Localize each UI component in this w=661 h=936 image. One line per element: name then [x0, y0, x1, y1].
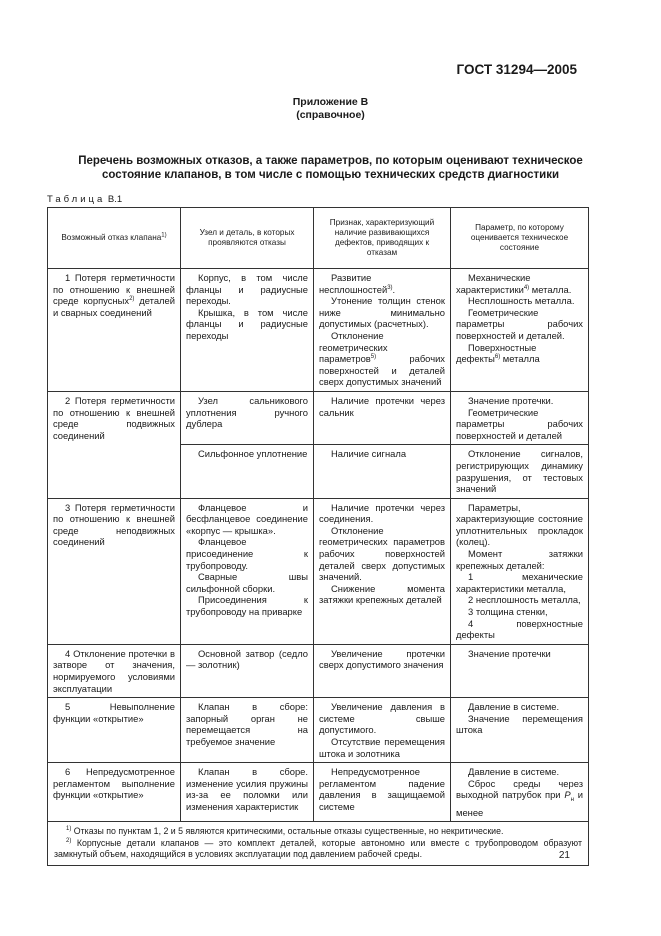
unit-cell: Фланцевое и бесфланцевое соединение «корпус — крышка». Фланцевое присоединение к трубопроводу. Сварные швы сильфонной сборки. Присоединения к трубопроводу на приварке [181, 498, 314, 644]
parameter-cell: Механические характеристики$^{4)}$ металла. Несплошность металла. Геометрические параметры рабочих поверхностей и деталей. Поверхностные дефекты$^{6)}$ металла [451, 269, 589, 392]
failure-cell: 1 Потеря герметичности по отношению к внешней среде корпусных$^{2)}$ деталей и сварных соединений [48, 269, 181, 392]
header-parameter: Параметр, по которому оценивается техническое состояние [451, 208, 589, 269]
table-notes-row [48, 822, 589, 866]
page-number: 21 [558, 850, 570, 861]
parameter-cell: Значение протечки [451, 644, 589, 697]
sign-cell: Развитие несплошностей$^{3)}$. Утонение толщин стенок ниже минимально допустимых (расчетных). Отклонение геометрических параметров$^{5)}$ рабочих поверхностей и деталей сверх допустимых значений [314, 269, 451, 392]
sign-cell: Увеличение давления в системе свыше допустимого. Отсутствие перемещения штока и золотника [314, 698, 451, 763]
page-title [60, 154, 601, 182]
table-row [48, 498, 589, 644]
parameter-cell: Параметры, характеризующие состояние уплотнительных прокладок (колец). Момент затяжки крепежных деталей: 1 механические характеристики металла, 2 несплошность металла, 3 толщина стенки, 4 поверхностные дефекты [451, 498, 589, 644]
unit-cell: Клапан в сборе: запорный орган не перемещается на требуемое значение [181, 698, 314, 763]
failures-table [47, 207, 589, 866]
unit-cell: Клапан в сборе. изменение усилия пружины из-за ее поломки или изменения характеристик [181, 763, 314, 822]
parameter-cell: Давление в системе. Сброс среды через выходной патрубок при $Р_н$ и менее [451, 763, 589, 822]
parameter-cell: Значение протечки. Геометрические параметры рабочих поверхностей и деталей [451, 391, 589, 444]
sign-cell: Наличие сигнала [314, 445, 451, 498]
header-failure: Возможный отказ клапана$^{1)}$ [48, 208, 181, 269]
sign-cell: Непредусмотренное регламентом падение давления в защищаемой системе [314, 763, 451, 822]
table-caption-number: В.1 [107, 194, 123, 205]
table-row [48, 698, 589, 763]
unit-cell: Корпус, в том числе фланцы и радиусные переходы. Крышка, в том числе фланцы и радиусные переходы [181, 269, 314, 392]
note-1: $^{1)}$ Отказы по пунктам 1, 2 и 5 являются критическими, остальные отказы существенные, но некритические. [66, 826, 504, 837]
unit-cell: Узел сальникового уплотнения ручного дублера [181, 391, 314, 444]
parameter-cell: Давление в системе. Значение перемещения штока [451, 698, 589, 763]
document-code: ГОСТ 31294—2005 [456, 62, 577, 77]
appendix-heading [0, 96, 661, 122]
table-header-row [48, 208, 589, 269]
header-unit: Узел и деталь, в которых проявляются отказы [181, 208, 314, 269]
table-notes [48, 822, 589, 866]
failure-cell: 5 Невыполнение функции «открытие» [48, 698, 181, 763]
failure-cell: 2 Потеря герметичности по отношению к внешней среде подвижных соединений [48, 391, 181, 498]
table-row [48, 644, 589, 697]
failure-cell: 3 Потеря герметичности по отношению к внешней среде неподвижных соединений [48, 498, 181, 644]
sign-cell: Наличие протечки через соединения. Отклонение геометрических параметров рабочих поверхностей деталей сверх допустимых значений. Снижение момента затяжки крепежных деталей [314, 498, 451, 644]
table-row [48, 269, 589, 392]
unit-cell: Основной затвор (седло — золотник) [181, 644, 314, 697]
unit-cell: Сильфонное уплотнение [181, 445, 314, 498]
table-caption-prefix: Таблица [47, 194, 106, 205]
page-title-line1: Перечень возможных отказов, а также параметров, по которым оценивают техническое [78, 155, 583, 167]
parameter-cell: Отклонение сигналов, регистрирующих динамику разрушения, от тестовых значений [451, 445, 589, 498]
header-sign: Признак, характеризующий наличие развивающихся дефектов, приводящих к отказам [314, 208, 451, 269]
table-row [48, 763, 589, 822]
failure-cell: 6 Непредусмотренное регламентом выполнение функции «открытие» [48, 763, 181, 822]
sign-cell: Увеличение протечки сверх допустимого значения [314, 644, 451, 697]
failure-cell: 4 Отклонение протечки в затворе от значения, нормируемого условиями эксплуатации [48, 644, 181, 697]
table-caption [47, 194, 122, 205]
appendix-title: Приложение В [292, 96, 369, 108]
page-title-line2: состояние клапанов, в том числе с помощью технических средств диагностики [101, 169, 560, 181]
note-2: $^{2)}$ Корпусные детали клапанов — это комплект деталей, которые автономно или вместе с трубопроводом образуют замкнутый объем, находящийся в условиях эксплуатации под давлением рабочей среды. [54, 837, 582, 860]
table-row [48, 391, 589, 444]
appendix-type: (справочное) [296, 109, 365, 121]
sign-cell: Наличие протечки через сальник [314, 391, 451, 444]
